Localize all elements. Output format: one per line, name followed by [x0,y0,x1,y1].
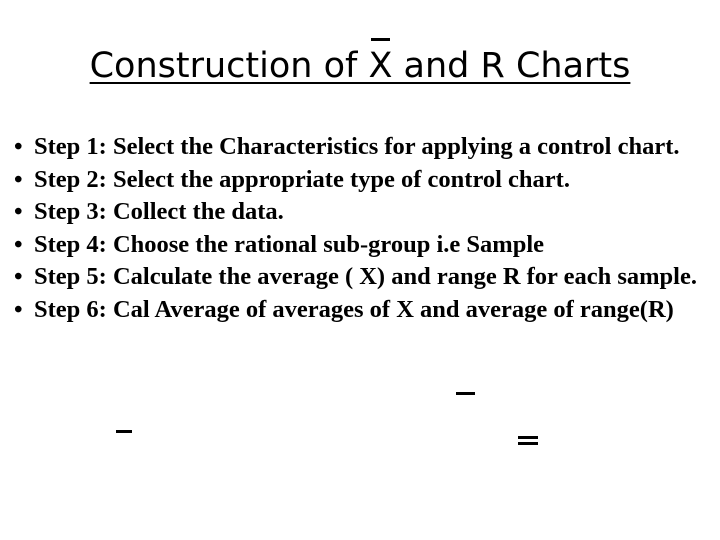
step-text: Step 4: Choose the rational sub-group i.e Sample [34,230,545,258]
step-item-4 [14,229,704,262]
step-text: Step 6: Cal Average of averages of X and average of range(R) [34,295,674,323]
x-bar-mark [456,392,475,395]
x-double-bar-mark-bottom [518,442,538,445]
bullet-marker: • [14,165,23,193]
step-item-3 [14,196,704,229]
step-item-6 [14,294,704,327]
step-item-2 [14,164,704,197]
bullet-marker: • [14,133,23,160]
bullet-marker: • [14,263,23,290]
x-double-bar-mark-top [518,436,538,439]
step-item-1 [14,131,704,164]
r-bar-mark [116,430,132,433]
steps-list [14,131,704,326]
step-text: Step 5: Calculate the average ( X) and range R for each sample. [34,263,697,290]
bullet-marker: • [14,230,23,258]
slide-title [0,44,720,88]
slide-title-text: Construction of X and R Charts [89,46,631,86]
bullet-marker: • [14,198,23,225]
step-text: Step 2: Select the appropriate type of control chart. [34,165,570,193]
step-text: Step 1: Select the Characteristics for applying a control chart. [34,133,680,160]
step-item-5 [14,261,704,294]
bullet-marker: • [14,295,23,323]
title-x-bar-mark [371,38,390,41]
step-text: Step 3: Collect the data. [34,198,284,225]
